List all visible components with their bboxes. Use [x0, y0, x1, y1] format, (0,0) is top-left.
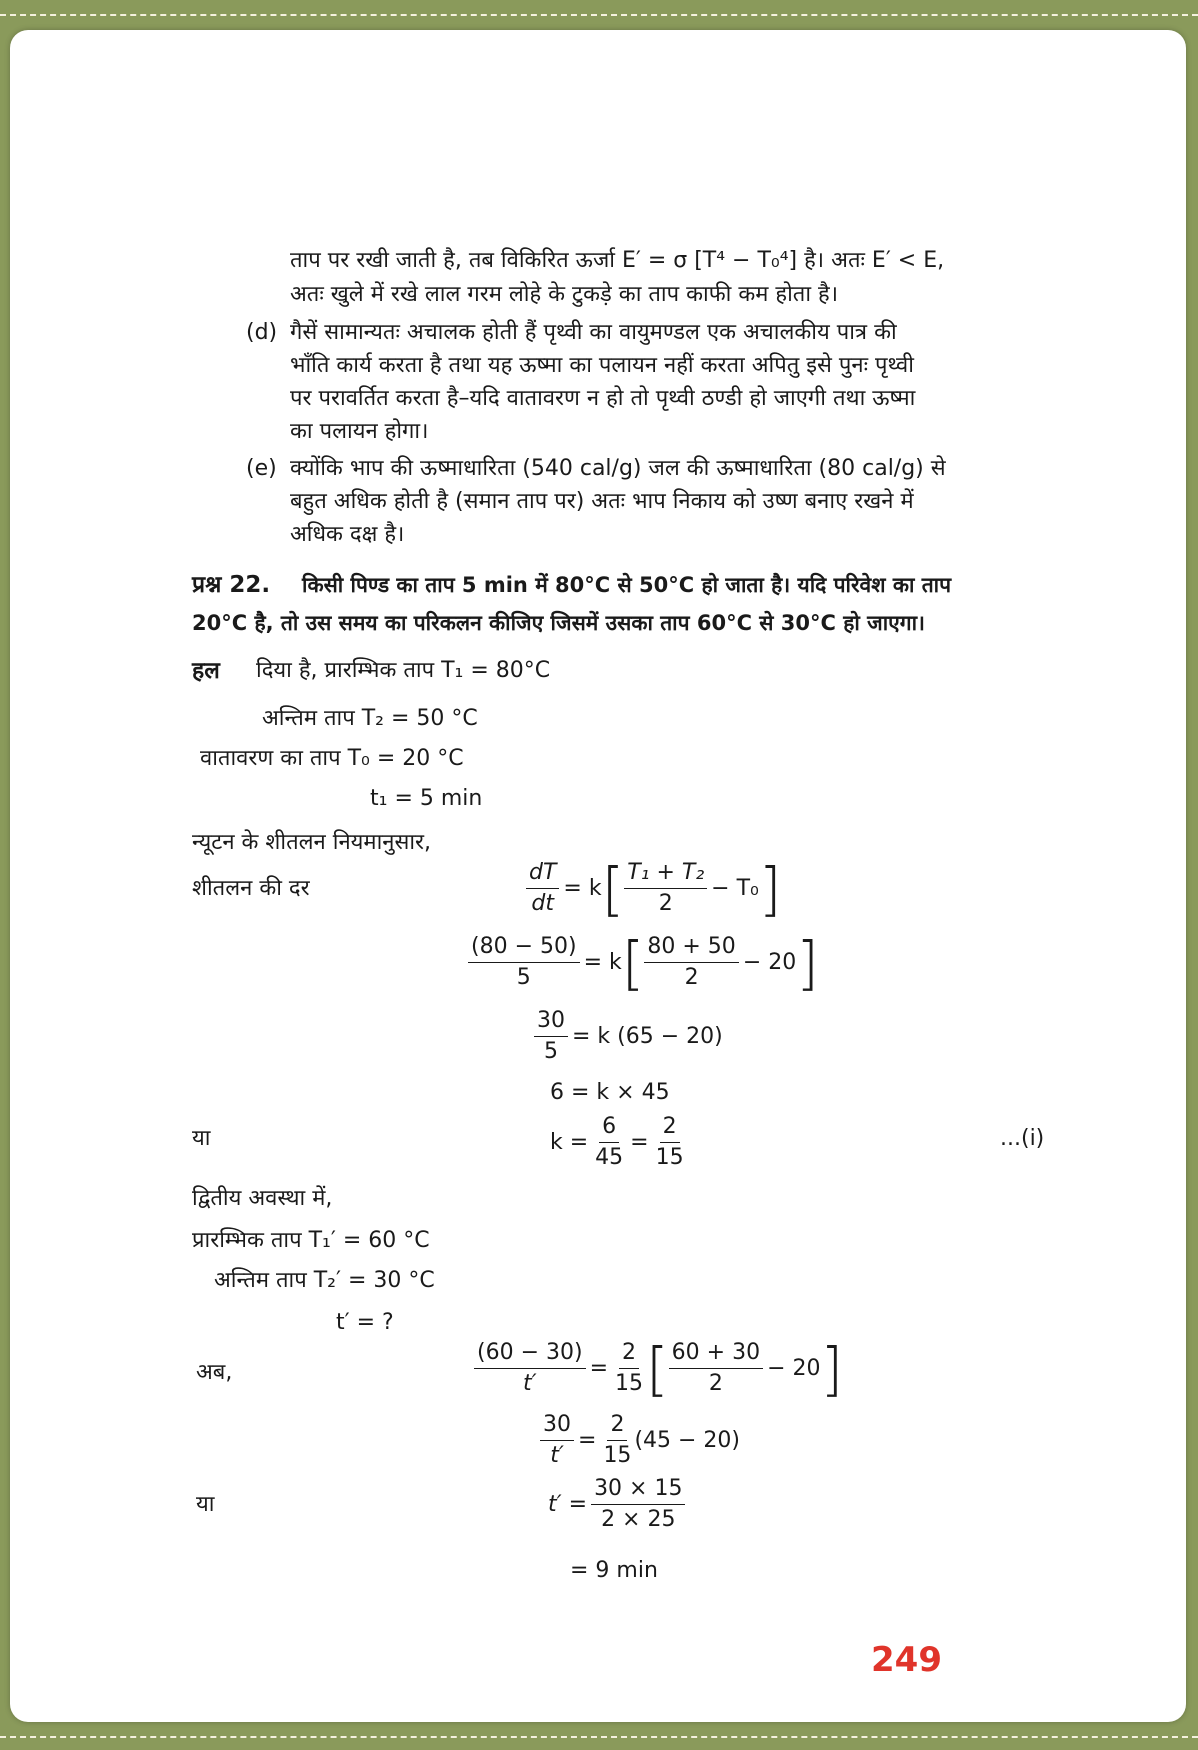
fraction: $\frac{2}{15}$: [603, 1412, 632, 1468]
question-label: प्रश्न 22.: [192, 572, 271, 598]
final-temp-2: अन्तिम ताप T₂′ = 30 °C: [214, 1268, 435, 1293]
fraction: $\frac{80 + 50}{2}$: [644, 932, 738, 993]
equation-4: 6 = k × 45: [550, 1080, 670, 1105]
point-d-line: भाँति कार्य करता है तथा यह ऊष्मा का पलायन नहीं करता अपितु इसे पुनः पृथ्वी: [290, 353, 914, 378]
fraction: $\frac{(80 - 50)}{5}$: [468, 932, 580, 993]
question-line-2: 20°C है, तो उस समय का परिकलन कीजिए जिसमें उसका ताप 60°C से 30°C हो जाएगा।: [192, 611, 926, 635]
point-d-line: पर परावर्तित करता है–यदि वातावरण न हो तो पृथ्वी ठण्डी हो जाएगी तथा ऊष्मा: [290, 386, 916, 411]
point-d-text: [290, 316, 1040, 448]
point-d-line: का पलायन होगा।: [290, 419, 429, 444]
t-prime-unknown: t′ = ?: [336, 1310, 394, 1335]
final-temp: अन्तिम ताप T₂ = 50 °C: [262, 706, 478, 731]
equation-8: t′ = $\frac{30 \times 15}{2 \times 25}$: [548, 1474, 685, 1535]
continued-line-2: अतः खुले में रखे लाल गरम लोहे के टुकड़े का ताप काफी कम होता है।: [290, 282, 839, 307]
equation-7: $\frac{30}{t'}$ = $\frac{2}{15}$ (45 − 20): [540, 1410, 740, 1471]
second-state-heading: द्वितीय अवस्था में,: [192, 1186, 333, 1211]
page-number: 249: [871, 1640, 942, 1680]
equation-3: $\frac{30}{5}$ = k (65 − 20): [534, 1006, 723, 1067]
continued-line-1: ताप पर रखी जाती है, तब विकिरित ऊर्जा E′ = σ [T⁴ − T₀⁴] है। अतः E′ < E,: [290, 248, 945, 273]
environment-temp: वातावरण का ताप T₀ = 20 °C: [200, 746, 464, 771]
top-border: [0, 0, 1198, 34]
equation-6: $\frac{(60 - 30)}{t'}$ = $\frac{2}{15}$ [ $\frac{60 + 30}{2}$ − 20 ]: [474, 1338, 843, 1399]
final-result: = 9 min: [570, 1558, 658, 1583]
question-line-1: किसी पिण्ड का ताप 5 min में 80°C से 50°C हो जाता है। यदि परिवेश का ताप: [302, 573, 952, 597]
initial-temp-2: प्रारम्भिक ताप T₁′ = 60 °C: [192, 1228, 430, 1253]
fraction: $\frac{30}{5}$: [534, 1006, 568, 1067]
equation-2: $\frac{(80 - 50)}{5}$ = k [ $\frac{80 + 50}{2}$ − 20 ]: [468, 932, 819, 993]
fraction: $\frac{60 + 30}{2}$: [669, 1338, 763, 1399]
point-e-text: [290, 452, 1040, 551]
given-initial-temp: दिया है, प्रारम्भिक ताप T₁ = 80°C: [256, 658, 551, 683]
point-e-line: बहुत अधिक होती है (समान ताप पर) अतः भाप निकाय को उष्ण बनाए रखने में: [290, 489, 914, 514]
point-e-line: अधिक दक्ष है।: [290, 522, 405, 547]
point-d-line: गैसें सामान्यतः अचालक होती हैं पृथ्वी का वायुमण्डल एक अचालकीय पात्र की: [290, 320, 897, 345]
fraction: $\frac{2}{15}$: [655, 1114, 684, 1170]
or-label-1: या: [192, 1126, 211, 1151]
fraction: $\frac{dT}{dt}$: [526, 858, 559, 919]
or-label-2: या: [196, 1492, 215, 1517]
equation-1: $\frac{dT}{dt}$ = k [ $\frac{\text{T₁ + T₂}}{2}$ − T₀ ]: [526, 858, 781, 919]
point-e-line: क्योंकि भाप की ऊष्माधारिता (540 cal/g) जल की ऊष्माधारिता (80 cal/g) से: [290, 456, 946, 481]
fraction: $\frac{\text{T₁ + T₂}}{2}$: [624, 858, 707, 919]
fraction: $\frac{30}{t'}$: [540, 1410, 574, 1471]
solution-label: हल: [192, 658, 220, 684]
now-label: अब,: [196, 1360, 233, 1385]
equation-5: k = $\frac{6}{45}$ = $\frac{2}{15}$: [550, 1112, 687, 1173]
fraction: $\frac{30 \times 15}{2 \times 25}$: [591, 1474, 685, 1535]
equation-reference: ...(i): [1000, 1126, 1045, 1151]
point-e-label: (e): [246, 456, 277, 481]
fraction: $\frac{6}{45}$: [595, 1114, 624, 1170]
point-d-label: (d): [246, 320, 278, 345]
fraction: $\frac{(60 - 30)}{t'}$: [474, 1338, 586, 1399]
time-t1: t₁ = 5 min: [370, 786, 483, 811]
cooling-rate-label: शीतलन की दर: [192, 876, 310, 901]
fraction: $\frac{2}{15}$: [615, 1340, 644, 1396]
newton-law-heading: न्यूटन के शीतलन नियमानुसार,: [192, 830, 432, 855]
